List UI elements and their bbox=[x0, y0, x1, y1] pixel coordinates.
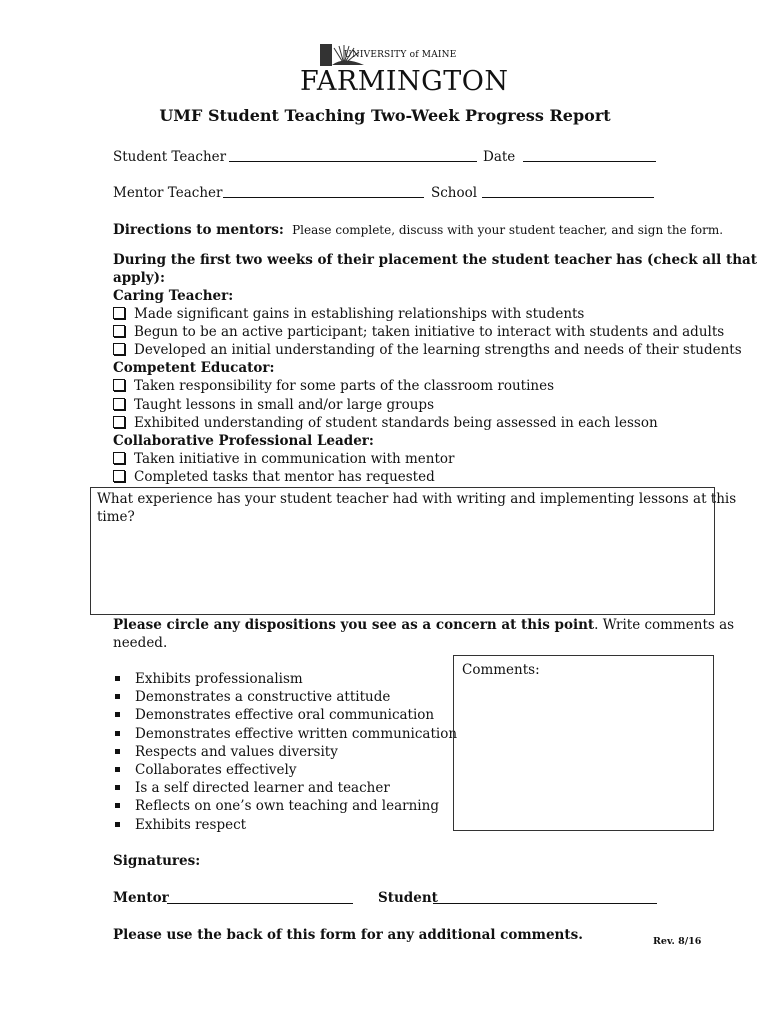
checkbox[interactable] bbox=[113, 343, 125, 355]
disposition-item[interactable] bbox=[113, 670, 303, 688]
bullet-icon bbox=[115, 767, 120, 772]
comments-label: Comments: bbox=[462, 662, 540, 678]
experience-question-line2: time? bbox=[97, 509, 135, 525]
checkbox[interactable] bbox=[113, 452, 125, 464]
checkbox[interactable] bbox=[113, 307, 125, 319]
checkbox[interactable] bbox=[113, 416, 125, 428]
student-teacher-field[interactable] bbox=[229, 161, 477, 162]
revision-label: Rev. 8/16 bbox=[653, 936, 702, 947]
disposition-item[interactable] bbox=[113, 743, 338, 761]
disposition-item[interactable] bbox=[113, 779, 390, 797]
student-signature-field[interactable] bbox=[433, 903, 657, 904]
checklist-heading-line1: During the first two weeks of their placement the student teacher has (check all that bbox=[113, 252, 758, 268]
dispositions-prompt-bold: Please circle any dispositions you see as a concern at this point bbox=[113, 617, 595, 633]
disposition-label: Respects and values diversity bbox=[135, 744, 338, 760]
disposition-label: Collaborates effectively bbox=[135, 762, 297, 778]
bullet-icon bbox=[115, 676, 120, 681]
checklist-item-label: Completed tasks that mentor has requested bbox=[134, 469, 435, 485]
mentor-signature-field[interactable] bbox=[167, 903, 353, 904]
disposition-item[interactable] bbox=[113, 816, 246, 834]
bullet-icon bbox=[115, 749, 120, 754]
disposition-item[interactable] bbox=[113, 761, 296, 779]
school-field[interactable] bbox=[482, 197, 654, 198]
checklist-item-label: Developed an initial understanding of the learning strengths and needs of their students bbox=[134, 342, 742, 358]
bullet-icon bbox=[115, 803, 120, 808]
disposition-label: Demonstrates effective written communication bbox=[135, 726, 458, 742]
dispositions-prompt bbox=[113, 616, 734, 634]
checklist-item-label: Begun to be an active participant; taken initiative to interact with students and adults bbox=[134, 324, 725, 340]
school-label: School bbox=[431, 185, 478, 201]
page-title: UMF Student Teaching Two-Week Progress Report bbox=[159, 106, 611, 125]
checklist-item[interactable] bbox=[113, 305, 584, 323]
checklist-item[interactable] bbox=[113, 468, 435, 486]
disposition-label: Exhibits respect bbox=[135, 817, 247, 833]
disposition-label: Exhibits professionalism bbox=[135, 671, 303, 687]
bullet-icon bbox=[115, 694, 120, 699]
checklist-heading-line2: apply): bbox=[113, 270, 165, 286]
bullet-icon bbox=[115, 822, 120, 827]
footer-note: Please use the back of this form for any additional comments. bbox=[113, 927, 583, 943]
disposition-item[interactable] bbox=[113, 797, 439, 815]
student-teacher-label: Student Teacher bbox=[113, 149, 227, 165]
checklist-item[interactable] bbox=[113, 396, 434, 414]
university-logo bbox=[298, 44, 509, 99]
directions bbox=[113, 221, 723, 239]
directions-text: Please complete, discuss with your student teacher, and sign the form. bbox=[292, 223, 724, 237]
disposition-item[interactable] bbox=[113, 725, 457, 743]
section-caring-teacher: Caring Teacher: bbox=[113, 288, 234, 304]
experience-response-box[interactable] bbox=[90, 487, 737, 615]
comments-box[interactable] bbox=[453, 655, 714, 831]
signatures-heading: Signatures: bbox=[113, 853, 201, 869]
disposition-item[interactable] bbox=[113, 688, 390, 706]
checklist-item[interactable] bbox=[113, 323, 724, 341]
disposition-label: Demonstrates a constructive attitude bbox=[135, 689, 391, 705]
bullet-icon bbox=[115, 731, 120, 736]
mentor-teacher-label: Mentor Teacher bbox=[113, 185, 223, 201]
date-field[interactable] bbox=[523, 161, 656, 162]
disposition-label: Reflects on one’s own teaching and learning bbox=[135, 798, 439, 814]
student-signature-label: Student bbox=[378, 890, 438, 906]
date-label: Date bbox=[483, 149, 516, 165]
checklist-item[interactable] bbox=[113, 414, 658, 432]
checkbox[interactable] bbox=[113, 325, 125, 337]
bullet-icon bbox=[115, 712, 120, 717]
section-collaborative-leader: Collaborative Professional Leader: bbox=[113, 433, 374, 449]
directions-label: Directions to mentors: bbox=[113, 222, 284, 238]
checklist-item-label: Taught lessons in small and/or large groups bbox=[134, 397, 434, 413]
checklist-item-label: Taken responsibility for some parts of the classroom routines bbox=[134, 378, 555, 394]
checkbox[interactable] bbox=[113, 470, 125, 482]
dispositions-prompt-line2: needed. bbox=[113, 635, 168, 651]
experience-question-line1: What experience has your student teacher had with writing and implementing lessons at this bbox=[97, 491, 737, 507]
checklist-item[interactable] bbox=[113, 450, 454, 468]
bullet-icon bbox=[115, 785, 120, 790]
checklist-item-label: Made significant gains in establishing relationships with students bbox=[134, 306, 585, 322]
section-competent-educator: Competent Educator: bbox=[113, 360, 275, 376]
checklist-item[interactable] bbox=[113, 341, 742, 359]
logo-university-text: UNIVERSITY of MAINE bbox=[344, 50, 457, 60]
disposition-label: Is a self directed learner and teacher bbox=[135, 780, 390, 796]
dispositions-prompt-rest: . Write comments as bbox=[594, 617, 735, 633]
checklist-item-label: Exhibited understanding of student standards being assessed in each lesson bbox=[134, 415, 658, 431]
checklist-item-label: Taken initiative in communication with mentor bbox=[134, 451, 455, 467]
mentor-signature-label: Mentor bbox=[113, 890, 169, 906]
checklist-item[interactable] bbox=[113, 377, 554, 395]
mentor-teacher-field[interactable] bbox=[223, 197, 424, 198]
logo-farmington-text: FARMINGTON bbox=[300, 66, 509, 97]
checkbox[interactable] bbox=[113, 379, 125, 391]
disposition-label: Demonstrates effective oral communication bbox=[135, 707, 435, 723]
disposition-item[interactable] bbox=[113, 706, 434, 724]
checkbox[interactable] bbox=[113, 398, 125, 410]
